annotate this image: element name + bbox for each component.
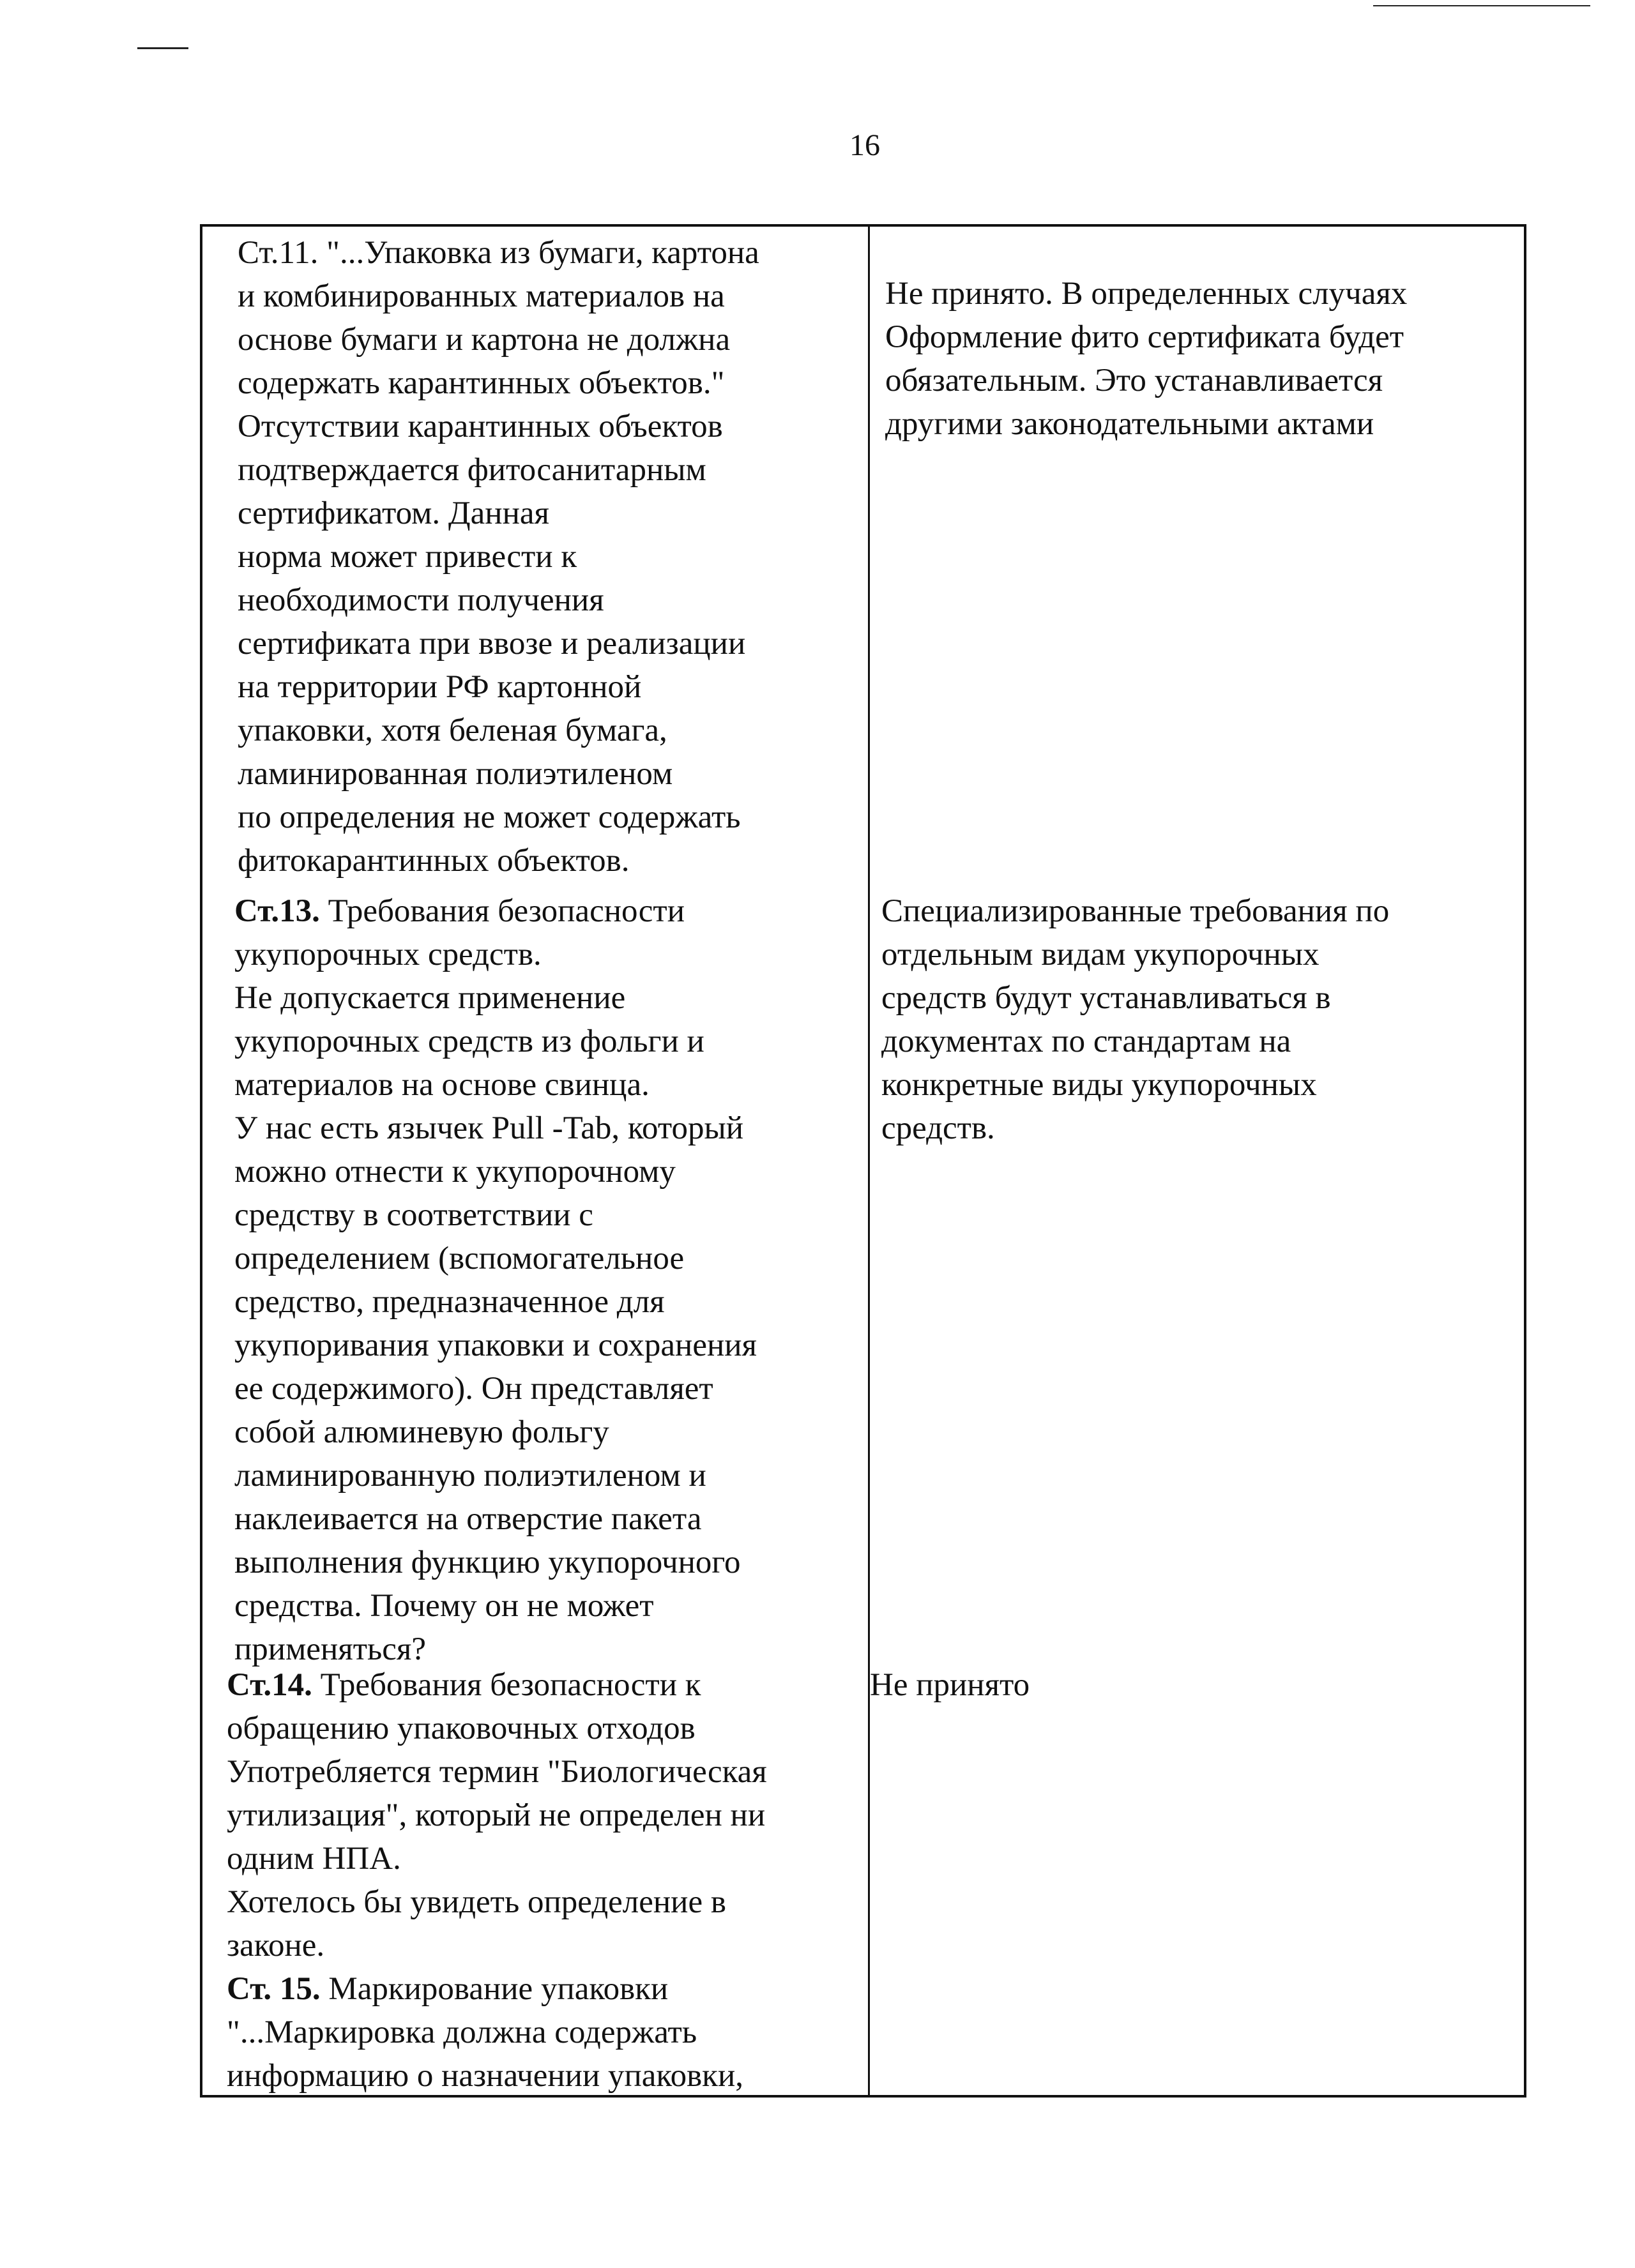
line-text: законе. — [227, 1928, 325, 1963]
line-text: можно отнести к укупорочному — [234, 1154, 676, 1190]
remark-cell-row-3 — [227, 1663, 767, 2098]
text-line — [234, 1367, 757, 1410]
line-text: содержать карантинных объектов." — [238, 365, 725, 401]
line-text: укупорочных средств. — [234, 937, 542, 972]
line-text: Ст.11. "...Упаковка из бумаги, картона — [238, 235, 759, 271]
text-line — [238, 535, 759, 578]
text-line — [234, 976, 757, 1020]
line-text: Не принято. В определенных случаях — [885, 276, 1408, 312]
line-text: обращению упаковочных отходов — [227, 1711, 696, 1746]
line-text: применяться? — [234, 1631, 427, 1667]
text-line — [234, 1237, 757, 1280]
response-cell-row-3 — [870, 1663, 1030, 1707]
line-text: наклеивается на отверстие пакета — [234, 1501, 702, 1537]
text-line — [238, 752, 759, 796]
text-line — [881, 976, 1389, 1020]
text-line — [885, 272, 1407, 315]
text-line — [238, 709, 759, 752]
text-line — [238, 622, 759, 665]
line-text: Требования безопасности — [319, 893, 685, 929]
line-text: необходимости получения — [238, 582, 604, 618]
text-line — [238, 405, 759, 448]
text-line — [881, 1063, 1389, 1107]
text-line — [238, 448, 759, 492]
line-text: сертификата при ввозе и реализации — [238, 626, 746, 662]
text-line — [227, 1663, 767, 1707]
article-number: Ст. 15. — [227, 1971, 321, 2007]
text-line — [227, 1924, 767, 1967]
line-text: на территории РФ картонной — [238, 669, 642, 705]
text-line — [234, 933, 757, 976]
text-line — [227, 1837, 767, 1880]
text-line — [234, 1150, 757, 1193]
text-line — [227, 1794, 767, 1837]
text-line — [238, 231, 759, 275]
line-text: Отсутствии карантинных объектов — [238, 409, 723, 444]
line-text: средство, предназначенное для — [234, 1284, 665, 1320]
text-line — [238, 492, 759, 535]
line-text: сертификатом. Данная — [238, 495, 549, 531]
line-text: средств будут устанавливаться в — [881, 980, 1331, 1016]
text-line — [227, 2011, 767, 2054]
line-text: и комбинированных материалов на — [238, 278, 725, 314]
line-text: ламинированная полиэтиленом — [238, 756, 673, 792]
line-text: Маркирование упаковки — [320, 1971, 669, 2007]
line-text: средству в соответствии с — [234, 1197, 593, 1233]
line-text: норма может привести к — [238, 539, 577, 575]
response-cell-row-2 — [881, 889, 1389, 1150]
text-line — [227, 1880, 767, 1924]
line-text: укупорочных средств из фольги и — [234, 1024, 704, 1059]
line-text: информацию о назначении упаковки, — [227, 2058, 744, 2094]
line-text: ее содержимого). Он представляет — [234, 1371, 713, 1407]
line-text: другими законодательными актами — [885, 406, 1374, 442]
text-line — [881, 933, 1389, 976]
text-line — [234, 1280, 757, 1324]
text-line — [234, 1454, 757, 1497]
line-text: У нас есть язычек Pull -Tab, который — [234, 1110, 744, 1146]
text-line — [885, 315, 1407, 359]
line-text: определением (вспомогательное — [234, 1241, 685, 1276]
line-text: Специализированные требования по — [881, 893, 1390, 929]
text-line — [234, 1541, 757, 1584]
text-line — [238, 839, 759, 882]
line-text: Требования безопасности к — [312, 1667, 701, 1703]
line-text: Не допускается применение — [234, 980, 626, 1016]
remark-cell-row-2 — [234, 889, 757, 1671]
line-text: средства. Почему он не может — [234, 1588, 654, 1624]
scan-mark-top-right — [1373, 5, 1590, 6]
text-line — [881, 1107, 1389, 1150]
line-text: одним НПА. — [227, 1841, 401, 1877]
text-line — [885, 402, 1407, 446]
text-line — [238, 275, 759, 318]
line-text: по определения не может содержать — [238, 799, 741, 835]
line-text: укупоривания упаковки и сохранения — [234, 1327, 757, 1363]
line-text: Употребляется термин "Биологическая — [227, 1754, 767, 1790]
line-text: ламинированную полиэтиленом и — [234, 1458, 706, 1493]
text-line — [238, 578, 759, 622]
line-text: подтверждается фитосанитарным — [238, 452, 706, 488]
text-line — [234, 1584, 757, 1628]
article-number: Ст.13. — [234, 893, 320, 929]
text-line — [234, 1410, 757, 1454]
line-text: упаковки, хотя беленая бумага, — [238, 713, 667, 748]
text-line — [234, 1020, 757, 1063]
line-text: фитокарантинных объектов. — [238, 843, 630, 879]
line-text: обязательным. Это устанавливается — [885, 363, 1383, 398]
line-text: собой алюминевую фольгу — [234, 1414, 609, 1450]
text-line — [238, 796, 759, 839]
remark-cell-row-1 — [238, 231, 759, 882]
text-line — [870, 1663, 1030, 1707]
text-line — [234, 889, 757, 933]
line-text: материалов на основе свинца. — [234, 1067, 650, 1103]
text-line — [234, 1324, 757, 1367]
text-line — [238, 361, 759, 405]
line-text: средств. — [881, 1110, 995, 1146]
text-line — [227, 1967, 767, 2011]
line-text: "...Маркировка должна содержать — [227, 2015, 697, 2050]
text-line — [227, 1750, 767, 1794]
line-text: утилизация", который не определен ни — [227, 1797, 766, 1833]
scan-mark-top-left — [137, 47, 188, 49]
text-line — [234, 1107, 757, 1150]
text-line — [238, 665, 759, 709]
text-line — [227, 2054, 767, 2098]
text-line — [227, 1707, 767, 1750]
article-number: Ст.14. — [227, 1667, 312, 1703]
line-text: конкретные виды укупорочных — [881, 1067, 1317, 1103]
text-line — [234, 1193, 757, 1237]
line-text: отдельным видам укупорочных — [881, 937, 1319, 972]
text-line — [885, 359, 1407, 402]
line-text: Не принято — [870, 1667, 1030, 1703]
line-text: основе бумаги и картона не должна — [238, 322, 731, 358]
line-text: документах по стандартам на — [881, 1024, 1291, 1059]
response-cell-row-1 — [885, 272, 1407, 446]
line-text: выполнения функцию укупорочного — [234, 1545, 741, 1580]
text-line — [881, 889, 1389, 933]
text-line — [234, 1063, 757, 1107]
page-number: 16 — [849, 128, 880, 162]
text-line — [238, 318, 759, 361]
text-line — [881, 1020, 1389, 1063]
text-line — [234, 1497, 757, 1541]
column-divider — [868, 224, 870, 2098]
line-text: Хотелось бы увидеть определение в — [227, 1884, 726, 1920]
line-text: Оформление фито сертификата будет — [885, 319, 1404, 355]
